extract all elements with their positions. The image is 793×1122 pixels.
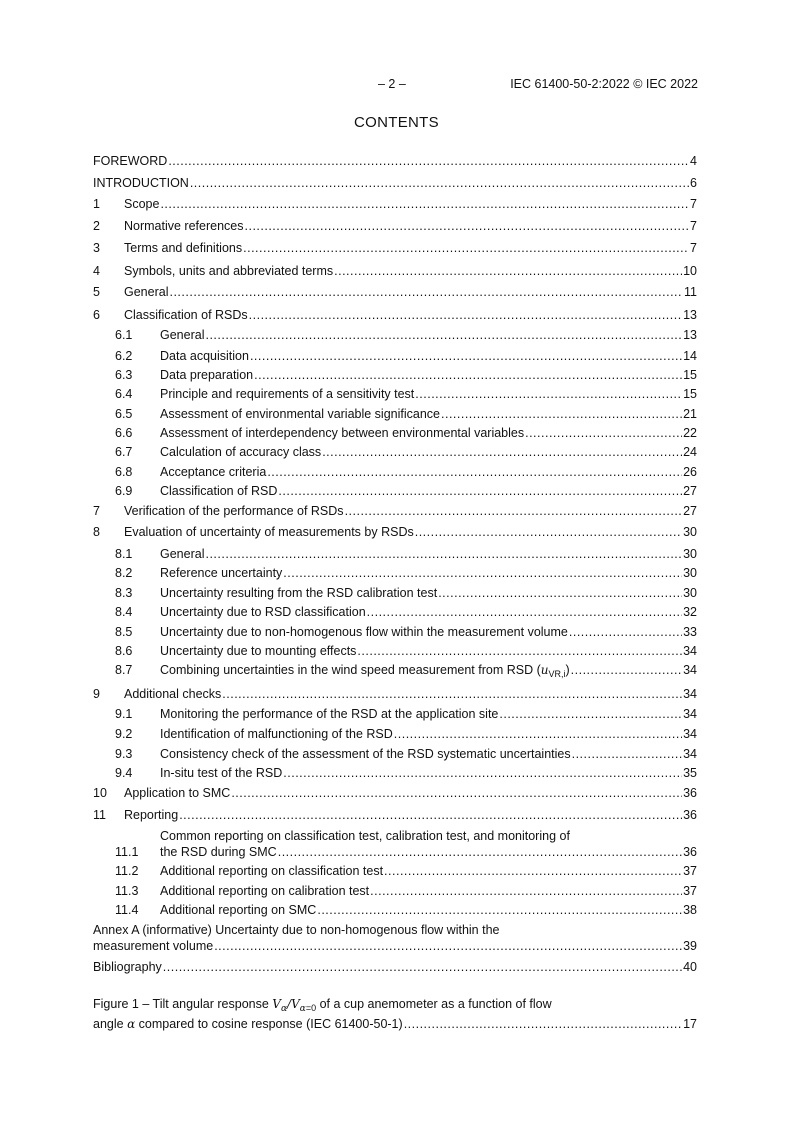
- toc-entry-title: Classification of RSD: [160, 484, 278, 498]
- page-ref: 4: [690, 154, 697, 168]
- leader-dots: [367, 604, 682, 620]
- page-ref: 34: [683, 644, 697, 658]
- toc-entry-number: 6.8: [115, 465, 133, 479]
- leader-dots: [334, 263, 682, 279]
- toc-entry-title: Reporting: [124, 808, 179, 822]
- toc-entry-title: Data acquisition: [160, 349, 249, 363]
- toc-entry-number: 9: [93, 687, 100, 701]
- toc-entry-title: Reference uncertainty: [160, 566, 283, 580]
- page-header: [0, 77, 793, 93]
- leader-dots: [438, 585, 682, 601]
- toc-entry-title: Symbols, units and abbreviated terms: [124, 264, 334, 278]
- toc-entry[interactable]: [93, 425, 697, 441]
- toc-entry-number: 6.9: [115, 484, 133, 498]
- toc-entry-number: 9.2: [115, 727, 133, 741]
- leader-dots: [404, 1016, 682, 1032]
- toc-entry-title: Uncertainty due to RSD classification: [160, 605, 366, 619]
- toc-entry-title: In-situ test of the RSD: [160, 766, 283, 780]
- leader-dots: [384, 863, 682, 879]
- toc-entry-title: Monitoring the performance of the RSD at the application site: [160, 707, 499, 721]
- toc-entry[interactable]: [93, 585, 697, 601]
- leader-dots: [569, 624, 682, 640]
- leader-dots: [322, 444, 682, 460]
- page-ref: 15: [683, 387, 697, 401]
- page-ref: 36: [683, 786, 697, 800]
- toc-entry[interactable]: [93, 263, 697, 279]
- toc-entry-number: 6.2: [115, 349, 133, 363]
- toc-entry[interactable]: [93, 706, 697, 722]
- page-ref: 35: [683, 766, 697, 780]
- toc-entry-title-line-1: Annex A (informative) Uncertainty due to non-homogenous flow within the: [93, 923, 500, 937]
- toc-entry[interactable]: [93, 284, 697, 300]
- toc-entry[interactable]: [93, 643, 697, 659]
- toc-entry-number: 8.3: [115, 586, 133, 600]
- toc-entry-title: Additional reporting on SMC: [160, 903, 317, 917]
- toc-entry[interactable]: [93, 483, 697, 499]
- leader-dots: [205, 546, 682, 562]
- toc-entry-number: 11.2: [115, 864, 139, 878]
- page-ref: 14: [683, 349, 697, 363]
- toc-entry-title: General: [124, 285, 169, 299]
- toc-entry-number: 7: [93, 504, 100, 518]
- toc-entry[interactable]: [93, 348, 697, 364]
- toc-entry-title: Normative references: [124, 219, 244, 233]
- toc-entry-number: 6.4: [115, 387, 133, 401]
- toc-entry-number: 8.4: [115, 605, 133, 619]
- toc-entry[interactable]: [93, 959, 697, 975]
- leader-dots: [357, 643, 682, 659]
- toc-entry[interactable]: [93, 464, 697, 480]
- page-ref: 38: [683, 903, 697, 917]
- toc-entry[interactable]: [93, 153, 697, 169]
- page-ref: 24: [683, 445, 697, 459]
- page-ref: 34: [683, 707, 697, 721]
- page-ref: 32: [683, 605, 697, 619]
- toc-entry-title: the RSD during SMC: [160, 845, 277, 859]
- toc-entry-title: Uncertainty due to non-homogenous flow within the measurement volume: [160, 625, 568, 639]
- toc-entry[interactable]: [93, 240, 697, 256]
- toc-entry-title: Uncertainty due to mounting effects: [160, 644, 357, 658]
- toc-entry[interactable]: [93, 662, 697, 678]
- toc-entry[interactable]: [93, 307, 697, 323]
- toc-entry-number: 6.6: [115, 426, 133, 440]
- toc-entry-number: 3: [93, 241, 100, 255]
- toc-entry[interactable]: [93, 196, 697, 212]
- figure-list-item[interactable]: [93, 997, 697, 1032]
- toc-entry-number: 9.1: [115, 707, 133, 721]
- toc-entry-number: 6.1: [115, 328, 133, 342]
- toc-entry-number: 11.1: [115, 845, 139, 859]
- leader-dots: [571, 662, 682, 678]
- toc-entry-title: Assessment of interdependency between environmental variables: [160, 426, 525, 440]
- toc-entry-title: Additional reporting on calibration test: [160, 884, 370, 898]
- toc-entry[interactable]: [93, 546, 697, 562]
- leader-dots: [250, 348, 682, 364]
- toc-entry-title: Application to SMC: [124, 786, 231, 800]
- toc-entry-title: FOREWORD: [93, 154, 168, 168]
- leader-dots: [160, 196, 689, 212]
- leader-dots: [254, 367, 682, 383]
- page-ref: 37: [683, 864, 697, 878]
- toc-entry-title: measurement volume: [93, 939, 214, 953]
- page-ref: 7: [690, 219, 697, 233]
- leader-dots: [278, 844, 682, 860]
- page-ref: 34: [683, 727, 697, 741]
- toc-entry-number: 8.5: [115, 625, 133, 639]
- toc-entry-title-line-1: Common reporting on classification test, calibration test, and monitoring of: [160, 829, 570, 843]
- leader-dots: [572, 746, 682, 762]
- toc-entry[interactable]: [93, 218, 697, 234]
- leader-dots: [163, 959, 682, 975]
- figure-caption-line-1: Figure 1 – Tilt angular response $V_\alpha/V_{\alpha=0}$ of a cup anemometer as a function of flow: [93, 997, 552, 1014]
- leader-dots: [394, 726, 682, 742]
- leader-dots: [370, 883, 682, 899]
- page-ref: 40: [683, 960, 697, 974]
- toc-entry-number: 11.4: [115, 903, 139, 917]
- leader-dots: [499, 706, 682, 722]
- toc-entry-title: Combining uncertainties in the wind speed measurement from RSD $(u_{VR,i})$: [160, 663, 570, 679]
- page-ref: 30: [683, 566, 697, 580]
- page-ref: 22: [683, 426, 697, 440]
- toc-entry-title: Additional checks: [124, 687, 222, 701]
- toc-entry[interactable]: [93, 807, 697, 823]
- toc-entry[interactable]: [93, 604, 697, 620]
- toc-entry-title: Acceptance criteria: [160, 465, 267, 479]
- toc-entry[interactable]: [93, 565, 697, 581]
- toc-entry[interactable]: [93, 883, 697, 899]
- toc-entry-number: 11: [93, 808, 106, 822]
- leader-dots: [169, 284, 683, 300]
- page-ref: 10: [683, 264, 697, 278]
- toc-entry-title: Verification of the performance of RSDs: [124, 504, 344, 518]
- toc-entry-title: Terms and definitions: [124, 241, 243, 255]
- leader-dots: [415, 386, 682, 402]
- page-ref: 27: [683, 504, 697, 518]
- toc-entry-title: Bibliography: [93, 960, 162, 974]
- toc-entry[interactable]: [93, 923, 697, 954]
- toc-entry-title: INTRODUCTION: [93, 176, 189, 190]
- page-ref: 39: [683, 939, 697, 953]
- leader-dots: [245, 218, 690, 234]
- page-ref: 36: [683, 845, 697, 859]
- toc-entry-title: Calculation of accuracy class: [160, 445, 322, 459]
- toc-entry[interactable]: [93, 686, 697, 702]
- toc-entry-number: 11.3: [115, 884, 139, 898]
- toc-entry-title: Principle and requirements of a sensitivity test: [160, 387, 415, 401]
- page-number: – 2 –: [378, 77, 406, 91]
- leader-dots: [525, 425, 682, 441]
- leader-dots: [283, 565, 682, 581]
- toc-entry[interactable]: [93, 829, 697, 860]
- toc-entry-title: Consistency check of the assessment of the RSD systematic uncertainties: [160, 747, 571, 761]
- toc-entry-number: 6.3: [115, 368, 133, 382]
- leader-dots: [345, 503, 683, 519]
- leader-dots: [205, 327, 682, 343]
- toc-entry-number: 8.2: [115, 566, 133, 580]
- leader-dots: [267, 464, 682, 480]
- page-ref: 30: [683, 586, 697, 600]
- toc-entry[interactable]: [93, 726, 697, 742]
- toc-entry-number: 8.7: [115, 663, 133, 677]
- leader-dots: [168, 153, 689, 169]
- toc-entry[interactable]: [93, 175, 697, 191]
- toc-entry-title: Classification of RSDs: [124, 308, 248, 322]
- page-ref: 7: [690, 197, 697, 211]
- toc-entry-title: Additional reporting on classification test: [160, 864, 384, 878]
- toc-entry-title: General: [160, 328, 205, 342]
- leader-dots: [190, 175, 689, 191]
- toc-entry[interactable]: [93, 503, 697, 519]
- page-ref: 21: [683, 407, 697, 421]
- figure-caption-line-2: angle α compared to cosine response (IEC 61400-50-1): [93, 1017, 403, 1031]
- leader-dots: [278, 483, 682, 499]
- leader-dots: [249, 307, 682, 323]
- toc-entry[interactable]: [93, 524, 697, 540]
- toc-entry-title: General: [160, 547, 205, 561]
- toc-entry-number: 6: [93, 308, 100, 322]
- toc-entry-title: Evaluation of uncertainty of measurements by RSDs: [124, 525, 414, 539]
- toc-entry-number: 9.3: [115, 747, 133, 761]
- leader-dots: [283, 765, 682, 781]
- toc-entry-number: 2: [93, 219, 100, 233]
- toc-entry[interactable]: [93, 785, 697, 801]
- toc-entry[interactable]: [93, 765, 697, 781]
- page-ref: 34: [683, 687, 697, 701]
- page-ref: 13: [683, 308, 697, 322]
- toc-entry-number: 10: [93, 786, 107, 800]
- toc-entry-title: Identification of malfunctioning of the RSD: [160, 727, 393, 741]
- page-ref: 7: [690, 241, 697, 255]
- page-ref: 27: [683, 484, 697, 498]
- toc-entry[interactable]: [93, 327, 697, 343]
- page-ref: 15: [683, 368, 697, 382]
- toc-entry[interactable]: [93, 902, 697, 918]
- page-ref: 26: [683, 465, 697, 479]
- toc-entry-number: 8.1: [115, 547, 133, 561]
- leader-dots: [214, 938, 682, 954]
- toc-entry[interactable]: [93, 367, 697, 383]
- toc-entry-title: Uncertainty resulting from the RSD calibration test: [160, 586, 438, 600]
- page-ref: 30: [683, 547, 697, 561]
- leader-dots: [231, 785, 682, 801]
- page-ref: 36: [683, 808, 697, 822]
- leader-dots: [317, 902, 682, 918]
- toc-entry-number: 4: [93, 264, 100, 278]
- leader-dots: [415, 524, 682, 540]
- toc-entry-number: 1: [93, 197, 100, 211]
- page-ref: 30: [683, 525, 697, 539]
- page-title: CONTENTS: [354, 114, 439, 131]
- toc-entry[interactable]: [93, 444, 697, 460]
- toc-entry[interactable]: [93, 746, 697, 762]
- toc-entry[interactable]: [93, 624, 697, 640]
- toc-entry-number: 9.4: [115, 766, 133, 780]
- leader-dots: [441, 406, 682, 422]
- toc-entry[interactable]: [93, 863, 697, 879]
- leader-dots: [179, 807, 682, 823]
- page-ref: 17: [683, 1017, 697, 1031]
- page-ref: 34: [683, 747, 697, 761]
- toc-entry-number: 8: [93, 525, 100, 539]
- standard-reference: IEC 61400-50-2:2022 © IEC 2022: [510, 77, 698, 91]
- toc-entry-number: 8.6: [115, 644, 133, 658]
- leader-dots: [222, 686, 682, 702]
- toc-entry-title: Assessment of environmental variable significance: [160, 407, 440, 421]
- page-ref: 6: [690, 176, 697, 190]
- toc-entry-title: Data preparation: [160, 368, 254, 382]
- toc-entry[interactable]: [93, 406, 697, 422]
- toc-entry[interactable]: [93, 386, 697, 402]
- toc-entry-number: 5: [93, 285, 100, 299]
- toc-entry-number: 6.5: [115, 407, 133, 421]
- page-ref: 13: [683, 328, 697, 342]
- leader-dots: [243, 240, 689, 256]
- page-ref: 11: [684, 285, 697, 299]
- page-ref: 34: [683, 663, 697, 677]
- toc-entry-number: 6.7: [115, 445, 133, 459]
- toc-entry-title: Scope: [124, 197, 160, 211]
- page-ref: 37: [683, 884, 697, 898]
- page-ref: 33: [683, 625, 697, 639]
